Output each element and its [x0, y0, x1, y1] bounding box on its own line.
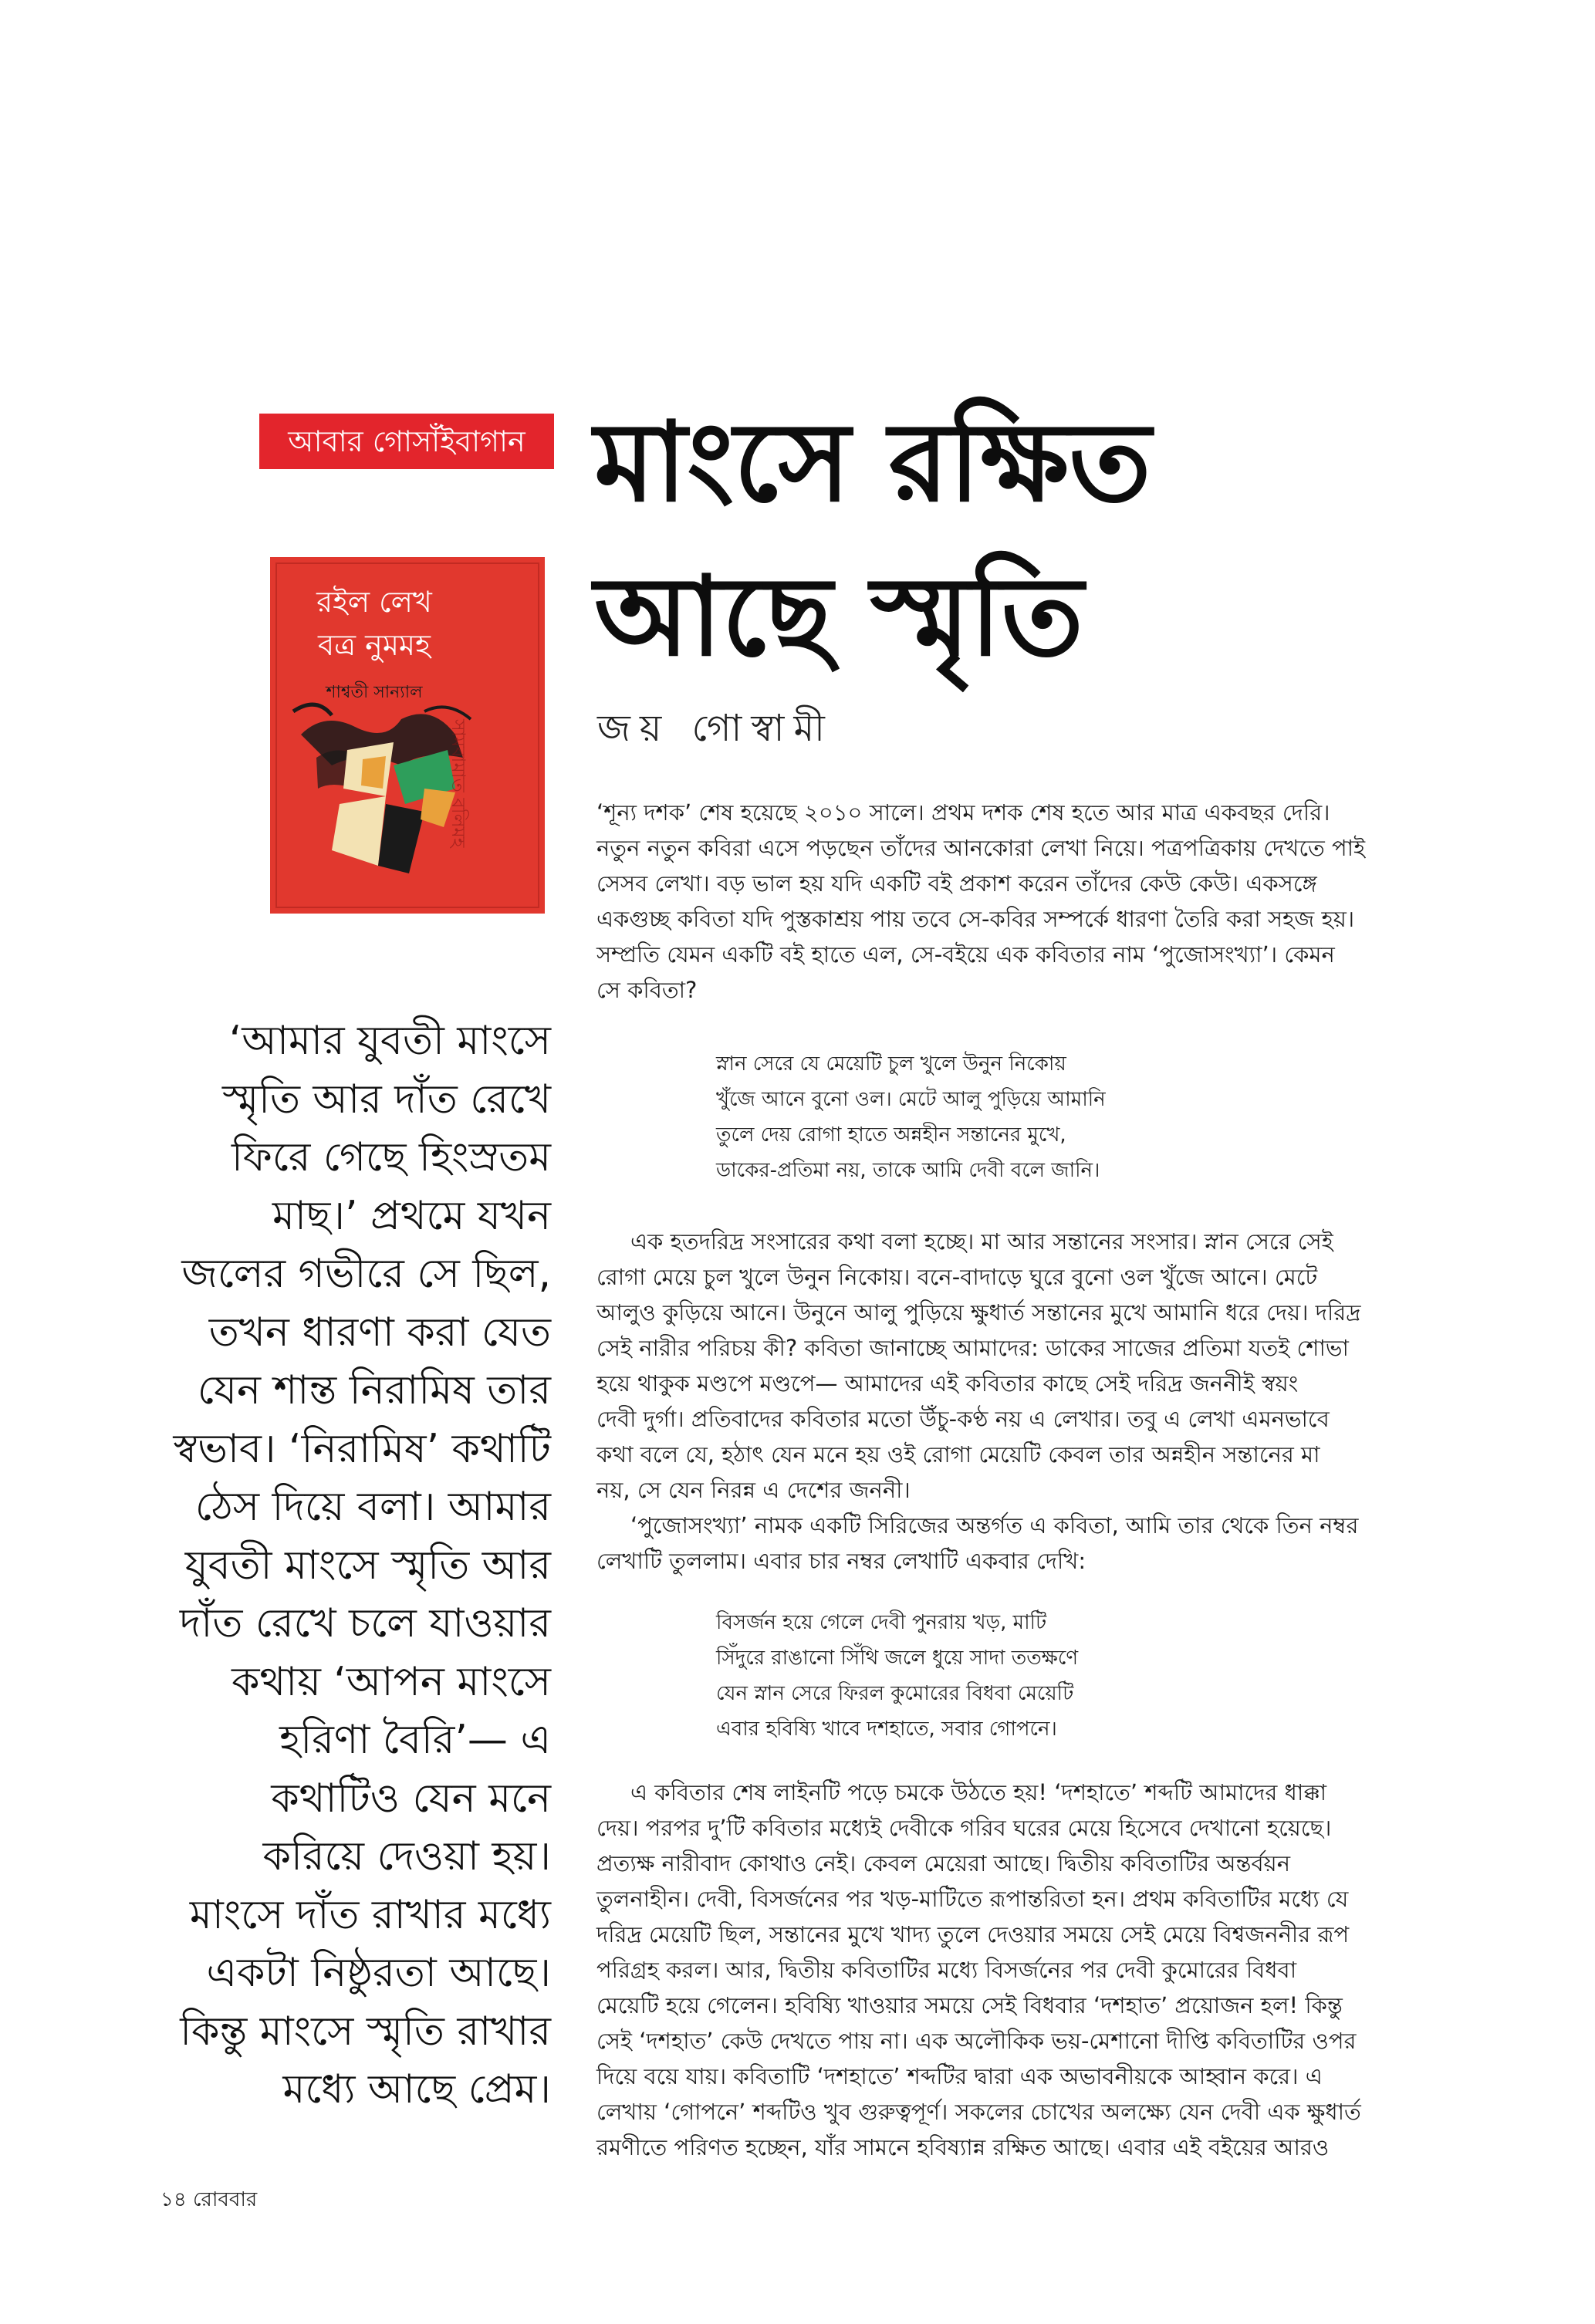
- body-line: সেই ‘দশহাত’ কেউ দেখতে পায় না। এক অলৌকিক ভয়-মেশানো দীপ্তি কবিতাটির ওপর: [596, 2028, 1357, 2054]
- author-byline: জয় গোস্বামী: [597, 707, 834, 750]
- pull-quote-line: স্বভাব। ‘নিরামিষ’ কথাটি: [173, 1425, 551, 1472]
- article-title: [594, 386, 1482, 694]
- book-cover-side-text: সামবামাত বলিমহ: [448, 719, 469, 848]
- body-line: দিয়ে বয়ে যায়। কবিতাটি ‘দশহাতে’ শব্দটির দ্বারা এক অভাবনীয়কে আহ্বান করে। এ: [596, 2063, 1323, 2089]
- body-paragraph-3: [596, 1775, 1484, 2165]
- body-line: দরিদ্র মেয়েটি ছিল, সন্তানের মুখে খাদ্য তুলে দেওয়ার সময়ে সেই মেয়ে বিশ্বজননীর রূপ: [596, 1921, 1350, 1947]
- body-line: সে কবিতা?: [596, 977, 698, 1003]
- pull-quote-line: একটা নিষ্ঠুরতা আছে।: [206, 1950, 551, 1996]
- poem-stanza-1: [716, 1046, 1333, 1188]
- pull-quote-line: ফিরে গেছে হিংস্রতম: [231, 1134, 551, 1181]
- body-line: সেসব লেখা। বড় ভাল হয় যদি একটি বই প্রকাশ করেন তাঁদের কেউ কেউ। একসঙ্গে: [596, 870, 1317, 897]
- book-cover-image: [270, 557, 545, 914]
- body-line: নয়, সে যেন নিরন্ন এ দেশের জননী।: [596, 1477, 911, 1503]
- pull-quote-line: কথাটিও যেন মনে: [271, 1775, 551, 1822]
- pull-quote-line: হরিণা বৈরি’— এ: [279, 1717, 551, 1763]
- poem-line: যেন স্নান সেরে ফিরল কুমোরের বিধবা মেয়েটি: [716, 1682, 1074, 1705]
- body-line: রোগা মেয়ে চুল খুলে উনুন নিকোয়। বনে-বাদাড়ে ঘুরে বুনো ওল খুঁজে আনে। মেটে: [596, 1264, 1318, 1290]
- title-line: মাংসে রক্ষিত: [594, 399, 1151, 526]
- pull-quote-line: জলের গভীরে সে ছিল,: [181, 1251, 551, 1297]
- pull-quote-line: কথায় ‘আপন মাংসে: [231, 1658, 551, 1705]
- pull-quote-line: ঠেস দিয়ে বলা। আমার: [194, 1484, 551, 1530]
- pull-quote-line: মধ্যে আছে প্রেম।: [282, 2066, 551, 2113]
- pull-quote-line: কিন্তু মাংসে স্মৃতি রাখার: [180, 2008, 551, 2055]
- body-line: সেই নারীর পরিচয় কী? কবিতা জানাচ্ছে আমাদের: ডাকের সাজের প্রতিমা যতই শোভা: [596, 1335, 1349, 1361]
- body-line: একগুচ্ছ কবিতা যদি পুস্তকাশ্রয় পায় তবে সে-কবির সম্পর্কে ধারণা তৈরি করা সহজ হয়।: [596, 906, 1355, 932]
- poem-stanza-2: [716, 1605, 1333, 1747]
- body-line: নতুন নতুন কবিরা এসে পড়ছেন তাঁদের আনকোরা লেখা নিয়ে। পত্রপত্রিকায় দেখতে পাই: [596, 835, 1366, 861]
- poem-line: স্নান সেরে যে মেয়েটি চুল খুলে উনুন নিকোয়: [716, 1052, 1066, 1076]
- poem-line: সিঁদুরে রাঙানো সিঁথি জলে ধুয়ে সাদা ততক্ষণে: [716, 1647, 1079, 1670]
- pull-quote-line: মাছ।’ প্রথমে যখন: [272, 1192, 551, 1239]
- pull-quote-line: তখন ধারণা করা যেত: [208, 1309, 551, 1356]
- body-line: পরিগ্রহ করল। আর, দ্বিতীয় কবিতাটির মধ্যে বিসর্জনের পর দেবী কুমোরের বিধবা: [596, 1957, 1297, 1983]
- body-line: মেয়েটি হয়ে গেলেন। হবিষ্যি খাওয়ার সময়ে সেই বিধবার ‘দশহাত’ প্রয়োজন হল! কিন্তু: [596, 1992, 1343, 2018]
- poem-line: ডাকের-প্রতিমা নয়, তাকে আমি দেবী বলে জানি।: [716, 1159, 1100, 1182]
- body-line: সম্প্রতি যেমন একটি বই হাতে এল, সে-বইয়ে এক কবিতার নাম ‘পুজোসংখ্যা’। কেমন: [596, 941, 1335, 968]
- pull-quote-line: মাংসে দাঁত রাখার মধ্যে: [189, 1891, 551, 1938]
- body-line: দেবী দুর্গা। প্রতিবাদের কবিতার মতো উঁচু-কণ্ঠ নয় এ লেখার। তবু এ লেখা এমনভাবে: [596, 1406, 1330, 1432]
- pull-quote-line: ‘আমার যুবতী মাংসে: [228, 1018, 551, 1064]
- poem-line: তুলে দেয় রোগা হাতে অন্নহীন সন্তানের মুখে,: [716, 1123, 1066, 1147]
- body-line: হয়ে থাকুক মণ্ডপে মণ্ডপে— আমাদের এই কবিতার কাছে সেই দরিদ্র জননীই স্বয়ং: [596, 1370, 1299, 1397]
- poem-line: এবার হবিষ্যি খাবে দশহাতে, সবার গোপনে।: [716, 1718, 1057, 1741]
- body-paragraph-1: [596, 795, 1484, 1008]
- body-line: এ কবিতার শেষ লাইনটি পড়ে চমকে উঠতে হয়! ‘দশহাতে’ শব্দটি আমাদের ধাক্কা: [630, 1779, 1327, 1805]
- body-line: ‘পুজোসংখ্যা’ নামক একটি সিরিজের অন্তর্গত এ কবিতা, আমি তার থেকে তিন নম্বর: [630, 1512, 1359, 1539]
- pull-quote-line: করিয়ে দেওয়া হয়।: [262, 1833, 551, 1880]
- body-paragraph-2: [596, 1224, 1484, 1579]
- pull-quote: [148, 1012, 551, 2120]
- body-line: রমণীতে পরিণত হচ্ছেন, যাঁর সামনে হবিষ্যান্ন রক্ষিত আছে। এবার এই বইয়ের আরও: [596, 2134, 1330, 2160]
- pull-quote-line: স্মৃতি আর দাঁত রেখে: [221, 1076, 551, 1123]
- body-line: প্রত্যক্ষ নারীবাদ কোথাও নেই। কেবল মেয়েরা আছে। দ্বিতীয় কবিতাটির অন্তর্বয়ন: [596, 1850, 1291, 1876]
- body-line: ‘শূন্য দশক’ শেষ হয়েছে ২০১০ সালে। প্রথম দশক শেষ হতে আর মাত্র একবছর দেরি।: [596, 799, 1330, 826]
- body-line: কথা বলে যে, হঠাৎ যেন মনে হয় ওই রোগা মেয়েটি কেবল তার অন্নহীন সন্তানের মা: [596, 1441, 1320, 1468]
- body-line: লেখাটি তুললাম। এবার চার নম্বর লেখাটি একবার দেখি:: [596, 1548, 1086, 1574]
- body-line: তুলনাহীন। দেবী, বিসর্জনের পর খড়-মাটিতে রূপান্তরিতা হন। প্রথম কবিতাটির মধ্যে যে: [596, 1886, 1349, 1912]
- body-line: লেখায় ‘গোপনে’ শব্দটিও খুব গুরুত্বপূর্ণ। সকলের চোখের অলক্ষ্যে যেন দেবী এক ক্ষুধার্ত: [596, 2099, 1361, 2125]
- book-cover-title: রইল লেখ বত্র নুমমহ: [316, 585, 432, 662]
- book-cover-author: শাশ্বতী সান্যাল: [326, 683, 423, 702]
- pull-quote-line: যেন শান্ত নিরামিষ তার: [197, 1367, 551, 1414]
- body-line: দেয়। পরপর দু’টি কবিতার মধ্যেই দেবীকে গরিব ঘরের মেয়ে হিসেবে দেখানো হয়েছে।: [596, 1815, 1332, 1841]
- body-line: আলুও কুড়িয়ে আনে। উনুনে আলু পুড়িয়ে ক্ষুধার্ত সন্তানের মুখে আমানি ধরে দেয়। দরিদ্র: [596, 1299, 1361, 1326]
- title-line: আছে স্মৃতি: [594, 553, 1084, 681]
- body-line: এক হতদরিদ্র সংসারের কথা বলা হচ্ছে। মা আর সন্তানের সংসার। স্নান সেরে সেই: [630, 1228, 1333, 1255]
- poem-line: খুঁজে আনে বুনো ওল। মেটে আলু পুড়িয়ে আমানি: [716, 1088, 1106, 1111]
- poem-line: বিসর্জন হয়ে গেলে দেবী পুনরায় খড়, মাটি: [716, 1611, 1047, 1634]
- pull-quote-line: দাঁত রেখে চলে যাওয়ার: [179, 1600, 551, 1647]
- page-footer: ১৪ রোববার: [161, 2188, 258, 2211]
- pull-quote-line: যুবতী মাংসে স্মৃতি আর: [184, 1542, 551, 1589]
- section-label: আবার গোসাঁইবাগান: [259, 414, 554, 469]
